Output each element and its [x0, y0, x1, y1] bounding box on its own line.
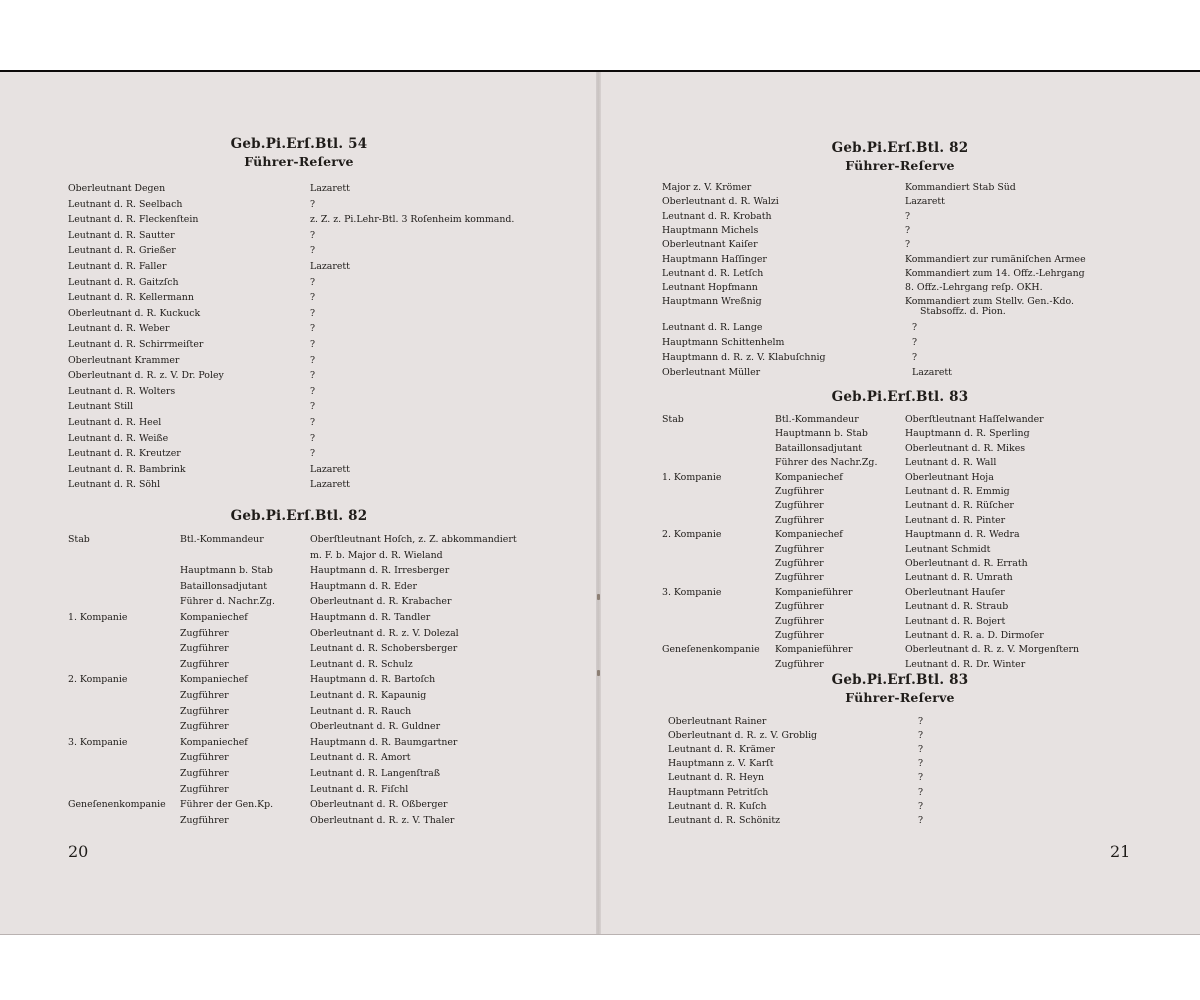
unit-row — [600, 527, 1200, 542]
officer-name: Oberleutnant d. R. Krabacher — [310, 596, 452, 608]
officer-status: ? — [905, 210, 911, 222]
roster-row — [0, 384, 598, 399]
officer-name: Oberleutnant d. R. z. V. Morgenſtern — [905, 644, 1080, 656]
unit-role: Kompanieführer — [775, 586, 853, 598]
unit-role: Hauptmann b. Stab — [775, 428, 868, 440]
officer-name: m. F. b. Major d. R. Wieland — [310, 549, 443, 561]
unit-name: Geneſenenkompanie — [662, 644, 760, 656]
unit-role: Zugführer — [180, 690, 229, 701]
officer-status: ? — [310, 245, 316, 257]
officer-name: Leutnant d. R. Pinter — [905, 514, 1006, 526]
officer-name: Leutnant d. R. Seelbach — [68, 198, 183, 210]
officer-status: ? — [918, 716, 924, 727]
roster-row — [0, 415, 598, 430]
officer-name: Leutnant d. R. Rauch — [310, 705, 412, 717]
officer-name: Leutnant d. R. Wall — [905, 457, 997, 469]
unit-row — [0, 657, 598, 672]
officer-name: Oberleutnant Hauſer — [905, 586, 1005, 598]
unit-role: Zugführer — [180, 705, 229, 717]
unit-role: Hauptmann b. Stab — [180, 565, 273, 577]
officer-name: Leutnant d. R. Heel — [68, 417, 162, 428]
unit-row — [0, 641, 598, 656]
officer-name: Leutnant d. R. Amort — [310, 752, 411, 764]
officer-name: Oberleutnant d. R. Walzi — [662, 196, 779, 208]
officer-status: ? — [310, 307, 316, 319]
officer-status: ? — [310, 198, 316, 210]
unit-role: Kompaniechef — [180, 674, 248, 686]
unit-row — [0, 626, 598, 641]
unit-row — [600, 470, 1200, 485]
officer-name: Oberleutnant Krammer — [68, 354, 180, 366]
section-title: Geb.Pi.Erſ.Btl. 82 — [831, 140, 969, 156]
unit-row — [600, 484, 1200, 499]
unit-role: Zugführer — [180, 627, 229, 639]
officer-status: Lazarett — [905, 196, 945, 208]
officer-status: Lazarett — [310, 463, 350, 475]
roster-row — [0, 337, 598, 352]
officer-name: Leutnant d. R. Sautter — [68, 229, 175, 241]
officer-name: Leutnant d. R. Fleckenſtein — [68, 214, 199, 226]
unit-role: Zugführer — [775, 572, 824, 584]
unit-row — [0, 688, 598, 703]
officer-status: ? — [918, 758, 924, 770]
unit-row — [0, 766, 598, 781]
unit-row — [600, 412, 1200, 427]
unit-role: Kompaniechef — [180, 736, 248, 748]
unit-row — [0, 704, 598, 719]
officer-status: Kommandiert zur rumäniſchen Armee — [905, 253, 1086, 265]
roster-row — [0, 477, 598, 492]
unit-row — [600, 426, 1200, 441]
officer-name: Oberleutnant Rainer — [668, 716, 767, 727]
roster-row — [0, 446, 598, 461]
officer-status: ? — [912, 337, 918, 348]
unit-role: Zugführer — [180, 783, 229, 795]
officer-status: ? — [310, 276, 316, 288]
officer-name: Leutnant d. R. Letſch — [662, 267, 764, 279]
roster-row — [600, 365, 1200, 380]
officer-name: Oberleutnant Hoja — [905, 471, 994, 483]
officer-name: Oberleutnant Müller — [662, 367, 761, 378]
unit-row — [0, 813, 598, 828]
officer-status: ? — [310, 448, 316, 460]
unit-role: Kompaniechef — [775, 529, 843, 541]
unit-role: Zugführer — [180, 752, 229, 764]
roster-row — [600, 728, 1200, 743]
page-number: 21 — [1110, 842, 1131, 861]
officer-status: ? — [310, 385, 316, 397]
roster-row — [600, 813, 1200, 828]
officer-status: ? — [310, 401, 316, 413]
officer-status: ? — [912, 322, 918, 333]
unit-name: 3. Kompanie — [662, 586, 722, 598]
unit-row — [600, 542, 1200, 557]
unit-row — [0, 750, 598, 765]
unit-row — [0, 672, 598, 687]
officer-name: Leutnant d. R. Krämer — [668, 744, 775, 756]
unit-role: Zugführer — [775, 543, 824, 555]
officer-name: Hauptmann d. R. Baumgartner — [310, 736, 458, 748]
roster-row — [0, 462, 598, 477]
officer-name: Hauptmann d. R. Irresberger — [310, 565, 450, 577]
roster-row — [600, 266, 1200, 281]
unit-row — [0, 532, 598, 547]
officer-name: Hauptmann d. R. z. V. Klabuſchnig — [662, 352, 826, 363]
unit-role: Bataillonsadjutant — [775, 442, 863, 454]
officer-name: Leutnant d. R. Umrath — [905, 572, 1013, 584]
officer-status: Kommandiert zum Stellv. Gen.-Kdo. — [905, 296, 1074, 308]
unit-role: Zugführer — [180, 768, 229, 779]
roster-row — [0, 212, 598, 227]
roster-row — [600, 785, 1200, 800]
roster-row — [600, 252, 1200, 267]
roster-row — [600, 799, 1200, 814]
roster-row — [600, 180, 1200, 195]
unit-row — [600, 556, 1200, 571]
officer-status: Lazarett — [912, 367, 952, 378]
unit-row — [0, 563, 598, 578]
officer-status: Lazarett — [310, 261, 350, 272]
officer-name: Oberleutnant d. R. z. V. Groblig — [668, 730, 818, 742]
roster-row — [600, 223, 1200, 238]
officer-name: Leutnant d. R. Faller — [68, 261, 167, 272]
unit-row — [600, 441, 1200, 456]
unit-role: Zugführer — [775, 601, 824, 613]
roster-row — [0, 306, 598, 321]
officer-name: Leutnant Hopfmann — [662, 282, 758, 294]
officer-name: Leutnant d. R. Langenſtraß — [310, 768, 440, 779]
section-title: Geb.Pi.Erſ.Btl. 82 — [230, 508, 368, 524]
officer-status: ? — [905, 224, 911, 236]
officer-status: ? — [918, 730, 924, 742]
officer-status: Kommandiert Stab Süd — [905, 182, 1016, 193]
unit-row — [0, 797, 598, 812]
roster-row — [0, 243, 598, 258]
officer-status: 8. Offz.-Lehrgang reſp. OKH. — [905, 282, 1043, 294]
unit-role: Führer d. Nachr.Zg. — [180, 596, 276, 608]
officer-name: Oberleutnant Kaiſer — [662, 239, 758, 251]
unit-name: Stab — [662, 414, 684, 425]
officer-name: Leutnant d. R. Schobersberger — [310, 643, 458, 655]
unit-role: Führer des Nachr.Zg. — [775, 457, 878, 469]
officer-name: Leutnant d. R. Schirrmeiſter — [68, 339, 204, 350]
unit-row — [0, 548, 598, 563]
officer-status: ? — [310, 323, 316, 335]
officer-name: Oberſtleutnant Haſſelwander — [905, 414, 1044, 425]
officer-name: Oberleutnant Degen — [68, 183, 166, 194]
officer-name: Leutnant d. R. a. D. Dirmoſer — [905, 630, 1044, 641]
unit-name: Stab — [68, 534, 90, 545]
unit-role: Zugführer — [775, 658, 824, 670]
section-title: Geb.Pi.Erſ.Btl. 83 — [831, 672, 969, 688]
book-spread — [0, 70, 1200, 935]
officer-name: Leutnant d. R. Kuſch — [668, 800, 767, 812]
officer-name: Hauptmann Wreßnig — [662, 296, 762, 308]
roster-row — [0, 228, 598, 243]
officer-name: Hauptmann Schittenhelm — [662, 337, 785, 348]
section-subtitle: Führer-Reſerve — [845, 690, 955, 705]
unit-row — [0, 579, 598, 594]
officer-name: Oberleutnant d. R. Kuckuck — [68, 307, 201, 319]
officer-name: Leutnant d. R. Schönitz — [668, 814, 781, 826]
unit-role: Zugführer — [180, 721, 229, 733]
officer-status: ? — [310, 417, 316, 428]
officer-name: Oberleutnant d. R. z. V. Dr. Poley — [68, 370, 224, 382]
officer-name: Hauptmann d. R. Bartoſch — [310, 674, 436, 686]
roster-row — [0, 353, 598, 368]
roster-row — [0, 259, 598, 274]
officer-status: Stabsoffz. d. Pion. — [920, 306, 1006, 317]
unit-role: Btl.-Kommandeur — [180, 534, 264, 545]
officer-name: Leutnant d. R. Emmig — [905, 486, 1010, 497]
officer-name: Leutnant d. R. Bojert — [905, 615, 1006, 627]
officer-status: ? — [918, 772, 924, 784]
officer-status: ? — [905, 239, 911, 251]
officer-name: Hauptmann Petritſch — [668, 786, 769, 798]
officer-status: ? — [918, 786, 924, 798]
roster-row — [600, 209, 1200, 224]
officer-name: Leutnant d. R. Fiſchl — [310, 783, 409, 795]
roster-row — [0, 290, 598, 305]
unit-role: Zugführer — [775, 486, 824, 497]
officer-name: Leutnant d. R. Kapaunig — [310, 690, 427, 701]
section-subtitle: Führer-Reſerve — [845, 158, 955, 173]
page-number: 20 — [68, 842, 89, 861]
unit-name: Geneſenenkompanie — [68, 799, 166, 811]
officer-name: Leutnant d. R. Söhl — [68, 479, 161, 491]
officer-status: ? — [310, 292, 316, 304]
unit-role: Zugführer — [775, 514, 824, 526]
unit-row — [600, 642, 1200, 657]
unit-name: 3. Kompanie — [68, 736, 128, 748]
unit-role: Zugführer — [775, 615, 824, 627]
unit-name: 2. Kompanie — [662, 529, 722, 541]
officer-status: ? — [912, 352, 918, 363]
roster-row — [0, 368, 598, 383]
officer-name: Oberleutnant d. R. Oßberger — [310, 799, 448, 811]
roster-row — [600, 742, 1200, 757]
unit-row — [600, 585, 1200, 600]
unit-row — [600, 657, 1200, 672]
unit-row — [600, 513, 1200, 528]
unit-row — [600, 570, 1200, 585]
officer-status: Lazarett — [310, 479, 350, 491]
unit-role: Btl.-Kommandeur — [775, 414, 859, 425]
unit-name: 2. Kompanie — [68, 674, 128, 686]
officer-name: Hauptmann Haſſinger — [662, 253, 767, 265]
officer-name: Leutnant d. R. Dr. Winter — [905, 658, 1026, 670]
section-subtitle: Führer-Reſerve — [244, 154, 354, 169]
officer-status: ? — [918, 800, 924, 812]
officer-status: ? — [310, 354, 316, 366]
officer-status: z. Z. z. Pi.Lehr-Btl. 3 Roſenheim kommand. — [310, 214, 515, 226]
officer-status: ? — [918, 744, 924, 756]
unit-role: Kompaniechef — [775, 471, 843, 483]
unit-row — [600, 455, 1200, 470]
unit-name: 1. Kompanie — [662, 471, 722, 483]
roster-row — [600, 304, 1200, 319]
unit-row — [600, 498, 1200, 513]
unit-row — [600, 628, 1200, 643]
unit-row — [0, 594, 598, 609]
unit-role: Kompanieführer — [775, 644, 853, 656]
officer-status: ? — [310, 339, 316, 350]
officer-name: Oberleutnant d. R. z. V. Dolezal — [310, 627, 459, 639]
unit-role: Bataillonsadjutant — [180, 580, 268, 592]
unit-row — [0, 719, 598, 734]
officer-name: Oberleutnant d. R. Mikes — [905, 442, 1026, 454]
roster-row — [0, 431, 598, 446]
roster-row — [600, 237, 1200, 252]
officer-name: Hauptmann z. V. Karſt — [668, 758, 774, 770]
officer-name: Leutnant d. R. Gaitzſch — [68, 276, 179, 288]
roster-row — [0, 181, 598, 196]
unit-role: Zugführer — [775, 630, 824, 641]
officer-name: Leutnant d. R. Bambrink — [68, 463, 186, 475]
unit-role: Zugführer — [180, 814, 229, 826]
roster-row — [0, 275, 598, 290]
officer-name: Hauptmann d. R. Wedra — [905, 529, 1020, 541]
officer-name: Oberſtleutnant Hoſch, z. Z. abkommandiert — [310, 534, 517, 545]
roster-row — [600, 770, 1200, 785]
officer-status: ? — [310, 370, 316, 382]
officer-status: Lazarett — [310, 183, 350, 194]
unit-role: Zugführer — [180, 643, 229, 655]
left-page — [0, 72, 598, 934]
officer-name: Leutnant d. R. Krobath — [662, 210, 772, 222]
unit-role: Zugführer — [775, 500, 824, 512]
officer-name: Leutnant Still — [68, 401, 134, 413]
binding-mark — [597, 670, 600, 676]
section-title: Geb.Pi.Erſ.Btl. 54 — [230, 136, 368, 152]
officer-name: Leutnant d. R. Rüſcher — [905, 500, 1014, 512]
officer-name: Leutnant d. R. Wolters — [68, 385, 176, 397]
officer-name: Leutnant d. R. Kellermann — [68, 292, 194, 304]
binding-mark — [597, 594, 600, 600]
officer-name: Leutnant d. R. Grießer — [68, 245, 176, 257]
roster-row — [600, 335, 1200, 350]
unit-row — [0, 735, 598, 750]
unit-row — [0, 610, 598, 625]
officer-status: Kommandiert zum 14. Offz.-Lehrgang — [905, 267, 1085, 279]
right-page — [600, 72, 1200, 934]
officer-name: Leutnant d. R. Straub — [905, 601, 1009, 613]
roster-row — [600, 280, 1200, 295]
roster-row — [600, 350, 1200, 365]
unit-role: Kompaniechef — [180, 612, 248, 623]
officer-name: Leutnant Schmidt — [905, 543, 991, 555]
officer-status: ? — [310, 229, 316, 241]
officer-name: Major z. V. Krömer — [662, 182, 752, 193]
officer-name: Oberleutnant d. R. Guldner — [310, 721, 441, 733]
officer-name: Hauptmann Michels — [662, 224, 759, 236]
unit-row — [600, 614, 1200, 629]
roster-row — [0, 197, 598, 212]
officer-name: Leutnant d. R. Weiße — [68, 432, 169, 444]
roster-row — [0, 399, 598, 414]
roster-row — [600, 714, 1200, 729]
officer-name: Oberleutnant d. R. z. V. Thaler — [310, 814, 455, 826]
officer-status: ? — [310, 432, 316, 444]
unit-role: Zugführer — [775, 558, 824, 569]
roster-row — [0, 321, 598, 336]
unit-name: 1. Kompanie — [68, 612, 128, 623]
roster-row — [600, 756, 1200, 771]
officer-status: ? — [918, 814, 924, 826]
section-title: Geb.Pi.Erſ.Btl. 83 — [831, 389, 969, 405]
unit-role: Zugführer — [180, 658, 229, 670]
officer-name: Leutnant d. R. Lange — [662, 322, 763, 333]
officer-name: Leutnant d. R. Kreutzer — [68, 448, 181, 460]
officer-name: Leutnant d. R. Weber — [68, 323, 170, 335]
roster-row — [600, 194, 1200, 209]
officer-name: Hauptmann d. R. Tandler — [310, 612, 431, 623]
unit-row — [0, 782, 598, 797]
unit-row — [600, 599, 1200, 614]
unit-role: Führer der Gen.Kp. — [180, 799, 274, 811]
officer-name: Oberleutnant d. R. Errath — [905, 558, 1028, 569]
officer-name: Hauptmann d. R. Eder — [310, 580, 417, 592]
roster-row — [600, 320, 1200, 335]
officer-name: Leutnant d. R. Schulz — [310, 658, 413, 670]
officer-name: Hauptmann d. R. Sperling — [905, 428, 1030, 440]
officer-name: Leutnant d. R. Heyn — [668, 772, 765, 784]
